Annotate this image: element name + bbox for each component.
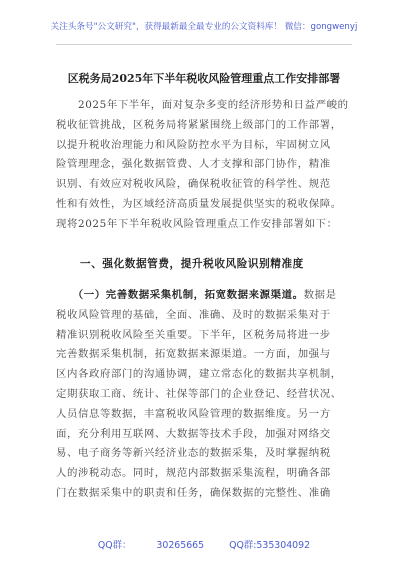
text-line: 性和有效性，为区域经济高质量发展提供坚实的税收保障。 — [56, 197, 342, 210]
text-line: 完善数据采集机制，拓宽数据来源渠道。一方面，加强与 — [56, 348, 331, 361]
text-line: 人的涉税动态。同时，规范内部数据采集流程，明确各部 — [56, 467, 331, 480]
text-line: 人员信息等数据，丰富税收风险管理的数据维度。另一方 — [56, 407, 331, 420]
footer-contact: QQ群： 30265665 QQ群:535304092 — [97, 540, 311, 551]
text-line: 识别、有效应对税收风险，确保税收征管的科学性、规范 — [56, 178, 331, 191]
subsection-paragraph — [56, 286, 352, 504]
text-fragment: 数据是 — [303, 289, 337, 301]
text-line: 现将2025年下半年税收风险管理重点工作安排部署如下： — [56, 217, 338, 230]
text-line: 税收风险管理的基础，全面、准确、及时的数据采集对于 — [56, 308, 331, 321]
text-line: 易、电子商务等新兴经济业态的数据采集，及时掌握纳税 — [56, 447, 331, 460]
text-line: 门在数据采集中的职责和任务，确保数据的完整性、准确 — [56, 486, 331, 499]
section-heading: 一、强化数据管费，提升税收风险识别精准度 — [80, 258, 304, 270]
text-line: 区内各政府部门的沟通协调，建立常态化的数据共享机制， — [56, 368, 342, 381]
text-line: 定期获取工商、统计、社保等部门的企业登记、经营状况、 — [56, 387, 342, 400]
text-line: 以提升税收治理能力和风险防控水平为目标，牢固树立风 — [56, 138, 331, 151]
text-line — [56, 286, 352, 306]
header-divider — [56, 44, 352, 45]
intro-paragraph — [56, 96, 352, 235]
text-line: 税收征管挑战，区税务局将紧紧围绕上级部门的工作部署， — [56, 118, 342, 131]
header-banner: 关注头条号"公文研究"，获得最新最全最专业的公文资料库！ 微信：gongwenyj — [50, 22, 358, 32]
text-line: 面，充分利用互联网、大数据等技术手段，加强对网络交 — [56, 427, 331, 440]
text-line: 2025年下半年，面对复杂多变的经济形势和日益严峻的 — [56, 99, 349, 111]
subsection-heading: （一）完善数据采集机制，拓宽数据来源渠道。 — [77, 289, 304, 301]
text-line: 险管理理念，强化数据管费、人才支撑和部门协作，精准 — [56, 158, 331, 171]
text-line: 精准识别税收风险至关重要。下半年，区税务局将进一步 — [56, 328, 331, 341]
document-title: 区税务局2025年下半年税收风险管理重点工作安排部署 — [67, 72, 341, 85]
